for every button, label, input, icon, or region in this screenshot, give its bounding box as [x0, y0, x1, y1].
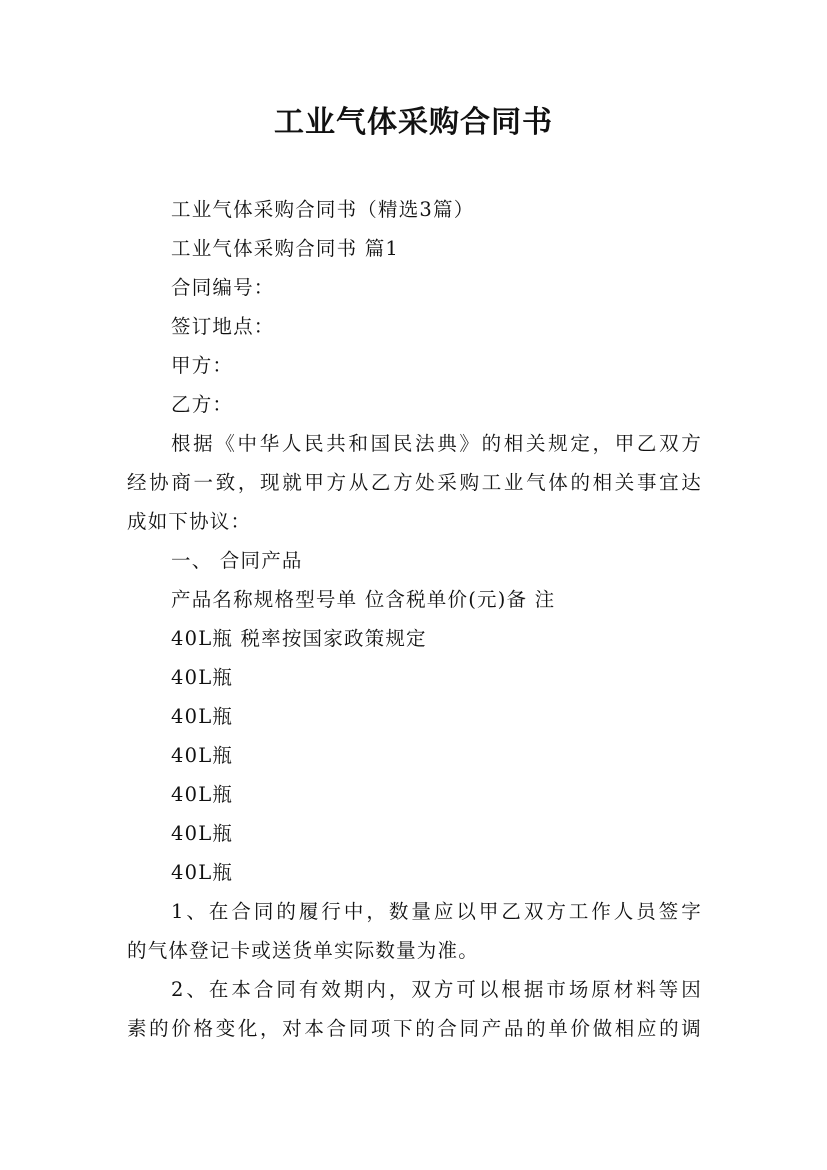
paragraph-line: 1、在合同的履行中，数量应以甲乙双方工作人员签字	[171, 900, 702, 923]
paragraph-line: 的气体登记卡或送货单实际数量为准。	[127, 939, 479, 962]
clause-heading: 一、 合同产品	[171, 549, 303, 572]
document-body	[127, 190, 702, 1048]
signing-location-field: 签订地点：	[171, 315, 275, 338]
subtitle-line: 工业气体采购合同书（精选3篇）	[171, 198, 475, 221]
section-heading: 工业气体采购合同书 篇1	[171, 237, 400, 260]
product-row: 40L瓶 税率按国家政策规定	[171, 627, 427, 650]
product-row: 40L瓶	[171, 861, 234, 884]
paragraph-line: 素的价格变化，对本合同项下的合同产品的单价做相应的调	[127, 1017, 702, 1040]
product-row: 40L瓶	[171, 705, 234, 728]
paragraph-line: 2、在本合同有效期内，双方可以根据市场原材料等因	[171, 978, 702, 1001]
contract-number-field: 合同编号：	[171, 276, 275, 299]
product-row: 40L瓶	[171, 744, 234, 767]
product-row: 40L瓶	[171, 666, 234, 689]
party-b-field: 乙方：	[171, 393, 234, 416]
product-row: 40L瓶	[171, 822, 234, 845]
document-title: 工业气体采购合同书	[274, 105, 553, 140]
product-row: 40L瓶	[171, 783, 234, 806]
paragraph-line: 根据《中华人民共和国民法典》的相关规定，甲乙双方	[171, 432, 702, 455]
paragraph-line: 经协商一致，现就甲方从乙方处采购工业气体的相关事宜达	[127, 471, 702, 494]
product-table-header: 产品名称规格型号单 位含税单价(元)备 注	[171, 588, 556, 611]
party-a-field: 甲方：	[171, 354, 234, 377]
paragraph-line: 成如下协议：	[127, 510, 252, 533]
